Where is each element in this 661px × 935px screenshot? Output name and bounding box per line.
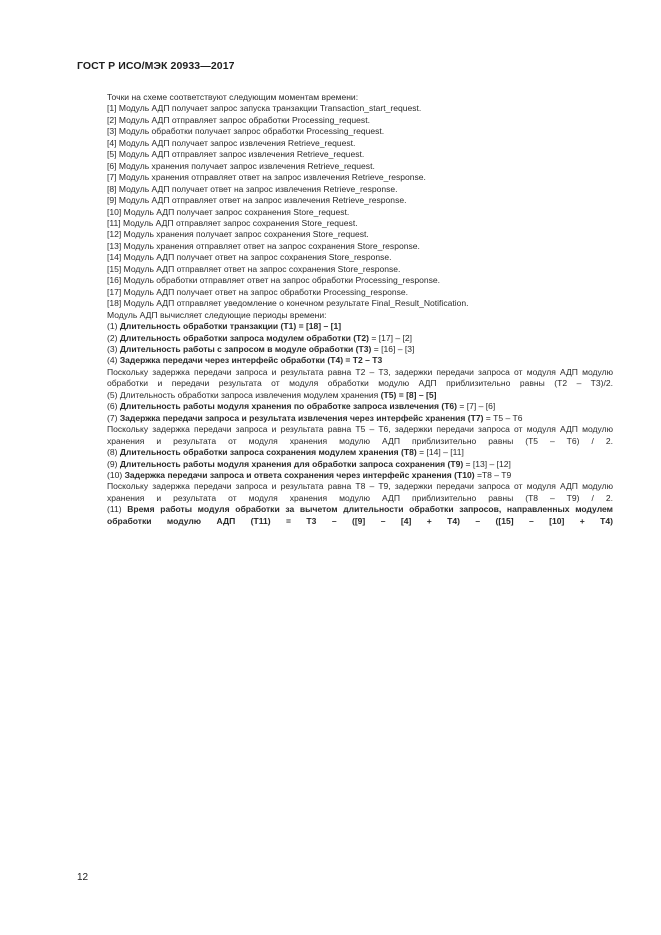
document-header: ГОСТ Р ИСО/МЭК 20933—2017 xyxy=(77,60,235,72)
period-rest: = [17] – [2] xyxy=(368,332,412,343)
period-number: (1) xyxy=(107,321,120,332)
period-number: (3) xyxy=(107,343,120,354)
period-formula: Длительность работы модуля хранения для обработки запроса сохранения (T9) xyxy=(119,458,464,469)
period-number: (8) xyxy=(107,447,120,458)
period-formula: Длительность работы с запросом в модуле обработки (T3) xyxy=(119,343,372,354)
period-formula: Время работы модуля обработки за вычетом длительности обработки запросов, направленных модулем обработки модулю АДП (T11) = T3 – ([9] – [4] + T4) – ([15] – [10] + T4) xyxy=(107,504,613,526)
period-formula: Задержка передачи запроса и ответа сохранения через интерфейс хранения (T10) xyxy=(124,469,475,480)
period-formula: (T5) = [8] – [5] xyxy=(380,389,437,400)
moment-item: [1] Модуль АДП получает запрос запуска транзакции Transaction_start_request. xyxy=(107,103,422,114)
period-item xyxy=(77,333,613,344)
period-item xyxy=(77,355,613,366)
moment-item: [10] Модуль АДП получает запрос сохранения Store_request. xyxy=(107,206,350,217)
moment-item: [7] Модуль хранения отправляет ответ на запрос извлечения Retrieve_response. xyxy=(107,172,426,183)
period-rest: = [14] – [11] xyxy=(416,447,464,458)
period-item xyxy=(77,470,613,481)
moment-item: [14] Модуль АДП получает ответ на запрос сохранения Store_response. xyxy=(107,252,392,263)
periods-intro: Модуль АДП вычисляет следующие периоды времени: xyxy=(107,309,327,320)
moment-item: [12] Модуль хранения получает запрос сохранения Store_request. xyxy=(107,229,369,240)
moment-item: [8] Модуль АДП получает ответ на запрос извлечения Retrieve_response. xyxy=(107,183,398,194)
document-body xyxy=(77,92,613,527)
intro-paragraph: Точки на схеме соответствуют следующим моментам времени: xyxy=(107,92,359,102)
period-formula: Задержка передачи запроса и результата извлечения через интерфейс хранения (T7) xyxy=(119,412,484,423)
moment-item: [15] Модуль АДП отправляет ответ на запрос сохранения Store_response. xyxy=(107,263,401,274)
period-formula: Длительность обработки запроса модулем обработки (T2) xyxy=(119,332,369,343)
period-number: (6) xyxy=(107,401,120,412)
moment-item: [11] Модуль АДП отправляет запрос сохранения Store_request. xyxy=(107,217,358,228)
period-item xyxy=(77,401,613,412)
period-formula: Длительность работы модуля хранения по обработке запроса извлечения (T6) xyxy=(119,401,458,412)
moment-item: [17] Модуль АДП получает ответ на запрос обработки Processing_response. xyxy=(107,286,408,297)
period-item xyxy=(77,504,613,527)
period-number: (10) xyxy=(107,469,125,480)
moment-item: [16] Модуль обработки отправляет ответ на запрос обработки Processing_response. xyxy=(107,275,441,286)
period-formula: Длительность обработки транзакции (T1) = [18] – [1] xyxy=(119,321,342,332)
moment-item: [5] Модуль АДП отправляет запрос извлечения Retrieve_request. xyxy=(107,149,365,160)
moment-item: [13] Модуль хранения отправляет ответ на запрос сохранения Store_response. xyxy=(107,240,420,251)
period-rest: = [7] – [6] xyxy=(457,401,496,412)
period-rest: =T8 – T9 xyxy=(474,469,512,480)
note-paragraph: Поскольку задержка передачи запроса и результата равна T5 – T6, задержки передачи запроса от модуля АДП модулю хранения и результата от модуля хранения модулю АДП приблизительно равны (T5 – T6) / 2. xyxy=(107,424,613,446)
period-number: (5) Длительность обработки запроса извлечения модулем хранения xyxy=(107,389,381,400)
period-rest: = [16] – [3] xyxy=(371,343,415,354)
period-rest: = T5 – T6 xyxy=(483,412,523,423)
moment-item: [9] Модуль АДП отправляет ответ на запрос извлечения Retrieve_response. xyxy=(107,195,407,206)
moment-item: [4] Модуль АДП получает запрос извлечения Retrieve_request. xyxy=(107,137,356,148)
period-item xyxy=(77,413,613,424)
moments-list xyxy=(77,103,613,309)
period-item xyxy=(77,344,613,355)
period-formula: Задержка передачи через интерфейс обработки (T4) = T2 – T3 xyxy=(119,355,383,366)
period-number: (11) xyxy=(107,504,128,515)
period-number: (9) xyxy=(107,458,120,469)
moment-item: [6] Модуль хранения получает запрос извлечения Retrieve_request. xyxy=(107,160,375,171)
moment-item: [2] Модуль АДП отправляет запрос обработки Processing_request. xyxy=(107,114,370,125)
moment-item: [18] Модуль АДП отправляет уведомление о конечном результате Final_Result_Notification. xyxy=(107,298,469,309)
period-item xyxy=(77,459,613,470)
period-number: (7) xyxy=(107,412,120,423)
note-paragraph: Поскольку задержка передачи запроса и результата равна T2 – T3, задержки передачи запроса от модуля АДП модулю обработки и передачи результата от модуля обработки модулю АДП приблизительно равны (T2 – T3)/2. xyxy=(107,366,613,389)
period-number: (2) xyxy=(107,332,120,343)
moment-item: [3] Модуль обработки получает запрос обработки Processing_request. xyxy=(107,126,385,137)
period-number: (4) xyxy=(107,355,120,366)
note-paragraph: Поскольку задержка передачи запроса и результата равна T8 – T9, задержки передачи запроса от модуля АДП модулю хранения и результата от модуля хранения модулю АДП приблизительно равны (T8 – T9) / 2. xyxy=(107,481,613,503)
period-rest: = [13] – [12] xyxy=(463,458,511,469)
page-number: 12 xyxy=(77,872,89,883)
period-item xyxy=(77,321,613,332)
period-item xyxy=(77,447,613,458)
period-formula: Длительность обработки запроса сохранения модулем хранения (T8) xyxy=(119,447,417,458)
period-item xyxy=(77,390,613,401)
